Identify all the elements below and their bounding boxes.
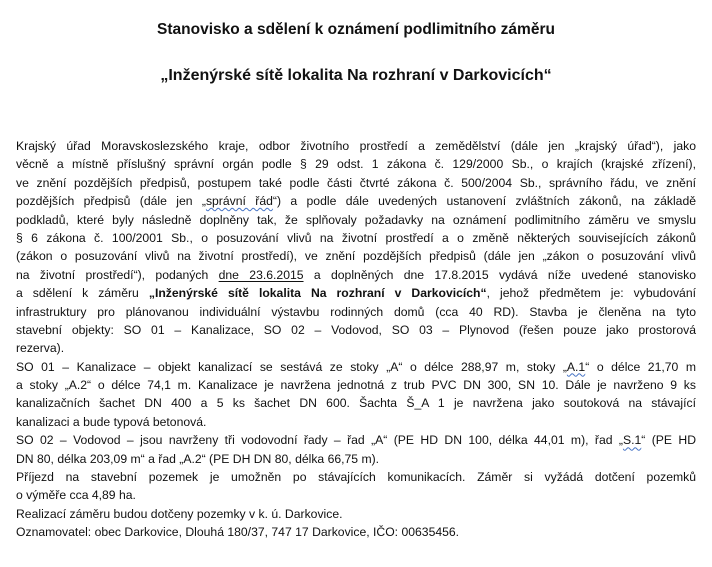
- text-run: kanalizačních šachet DN 400 a 5 ks šachet DN 600. Šachta Š_A 1 je navržena jako soutoková na stávající: [16, 396, 696, 411]
- body-line: [16, 339, 696, 357]
- body-line: [16, 413, 696, 431]
- text-run: “ o délce 21,70 m: [585, 359, 697, 374]
- body-line: [16, 211, 696, 229]
- body-line: [16, 247, 696, 265]
- document-body: [16, 137, 696, 542]
- body-line: [16, 321, 696, 339]
- body-line: [16, 505, 696, 523]
- text-run: věcně a místně příslušný správní orgán podle § 29 odst. 1 zákona č. 129/2000 Sb., o krajích (krajské zřízení),: [16, 157, 696, 172]
- body-line: [16, 358, 696, 376]
- bold-text: „Inženýrské sítě lokalita Na rozhraní v Darkovicích“: [148, 286, 487, 301]
- text-run: pozdějších předpisů (dále jen „: [16, 194, 206, 209]
- text-run: § 6 zákona č. 100/2001 Sb., o posuzování vlivů na životní prostředí a o změně některých souvisejících zákonů: [16, 230, 696, 245]
- text-run: “ (PE HD: [641, 433, 697, 448]
- text-run: SO 02 – Vodovod – jsou navrženy tři vodovodní řady – řad „A“ (PE HD DN 100, délka 44,01 m), řad „: [16, 433, 623, 448]
- project-name-heading: „Inženýrské sítě lokalita Na rozhraní v Darkovicích“: [160, 67, 552, 84]
- text-run: Příjezd na stavební pozemek je umožněn po stávajících komunikacích. Záměr si vyžádá dotčení pozemků: [16, 470, 696, 485]
- body-line: [16, 394, 696, 412]
- body-line: [16, 155, 696, 173]
- text-run: infrastruktury pro plánovanou individuální výstavbu rodinných domů (cca 40 RD). Stavba je členěna na tyto: [16, 304, 696, 319]
- text-run: a doplněných dne 17.8.2015 vydává níže uvedené stanovisko: [303, 267, 696, 282]
- body-line: [16, 450, 696, 468]
- text-run: ve znění pozdějších předpisů, postupem také podle části čtvrté zákona č. 500/2004 Sb., správního řádu, ve znění: [16, 175, 696, 190]
- text-run: o výměře cca 4,89 ha.: [16, 488, 136, 503]
- body-line: [16, 431, 696, 449]
- body-line: [16, 376, 696, 394]
- text-run: (zákon o posuzování vlivů na životní prostředí), ve znění pozdějších předpisů (dále jen „zákon o posuzování vlivů: [16, 249, 696, 264]
- text-run: kanalizaci a bude typová betonová.: [16, 414, 207, 429]
- text-run: , jehož předmětem je: vybudování: [486, 286, 697, 301]
- body-line: [16, 174, 696, 192]
- text-run: stavební objekty: SO 01 – Kanalizace, SO 02 – Vodovod, SO 03 – Plynovod (řešen pouze jako prostorová: [16, 322, 696, 337]
- text-run: rezerva).: [16, 341, 65, 356]
- text-run: Krajský úřad Moravskoslezského kraje, odbor životního prostředí a zemědělství (dále jen „krajský úřad“), jako: [16, 139, 696, 153]
- marked-text: S.1: [622, 433, 642, 448]
- marked-text: správní řád: [205, 194, 273, 209]
- text-run: Realizací záměru budou dotčeny pozemky v k. ú. Darkovice.: [16, 506, 343, 521]
- text-run: a stoky „A.2“ o délce 74,1 m. Kanalizace je navržena jednotná z trub PVC DN 300, SN 10. Dále je navrženo 9 ks: [16, 378, 696, 393]
- body-line: [16, 229, 696, 247]
- text-run: “) a podle dále uvedených ustanovení zvláštních zákonů, na základě: [272, 194, 697, 209]
- marked-text: dne 23.6.2015: [218, 267, 304, 282]
- body-line: [16, 137, 696, 155]
- text-run: a sdělení k záměru: [16, 286, 149, 301]
- body-line: [16, 284, 696, 302]
- body-line: [16, 192, 696, 210]
- document-title: Stanovisko a sdělení k oznámení podlimitního záměru: [157, 21, 555, 38]
- text-run: Oznamovatel: obec Darkovice, Dlouhá 180/37, 747 17 Darkovice, IČO: 00635456.: [16, 525, 460, 540]
- text-run: na životní prostředí“), podaných: [16, 267, 219, 282]
- body-line: [16, 266, 696, 284]
- body-line: [16, 523, 696, 541]
- body-line: [16, 303, 696, 321]
- text-run: podkladů, které byly následně doplněny tak, že splňovaly požadavky na oznámení podlimitního záměru ve smyslu: [16, 212, 696, 227]
- body-line: [16, 486, 696, 504]
- text-run: DN 80, délka 203,09 m“ a řad „A.2“ (PE DH DN 80, délka 66,75 m).: [16, 451, 380, 466]
- marked-text: A.1: [566, 359, 586, 374]
- text-run: SO 01 – Kanalizace – objekt kanalizací se sestává ze stoky „A“ o délce 288,97 m, stoky „: [16, 359, 567, 374]
- body-line: [16, 468, 696, 486]
